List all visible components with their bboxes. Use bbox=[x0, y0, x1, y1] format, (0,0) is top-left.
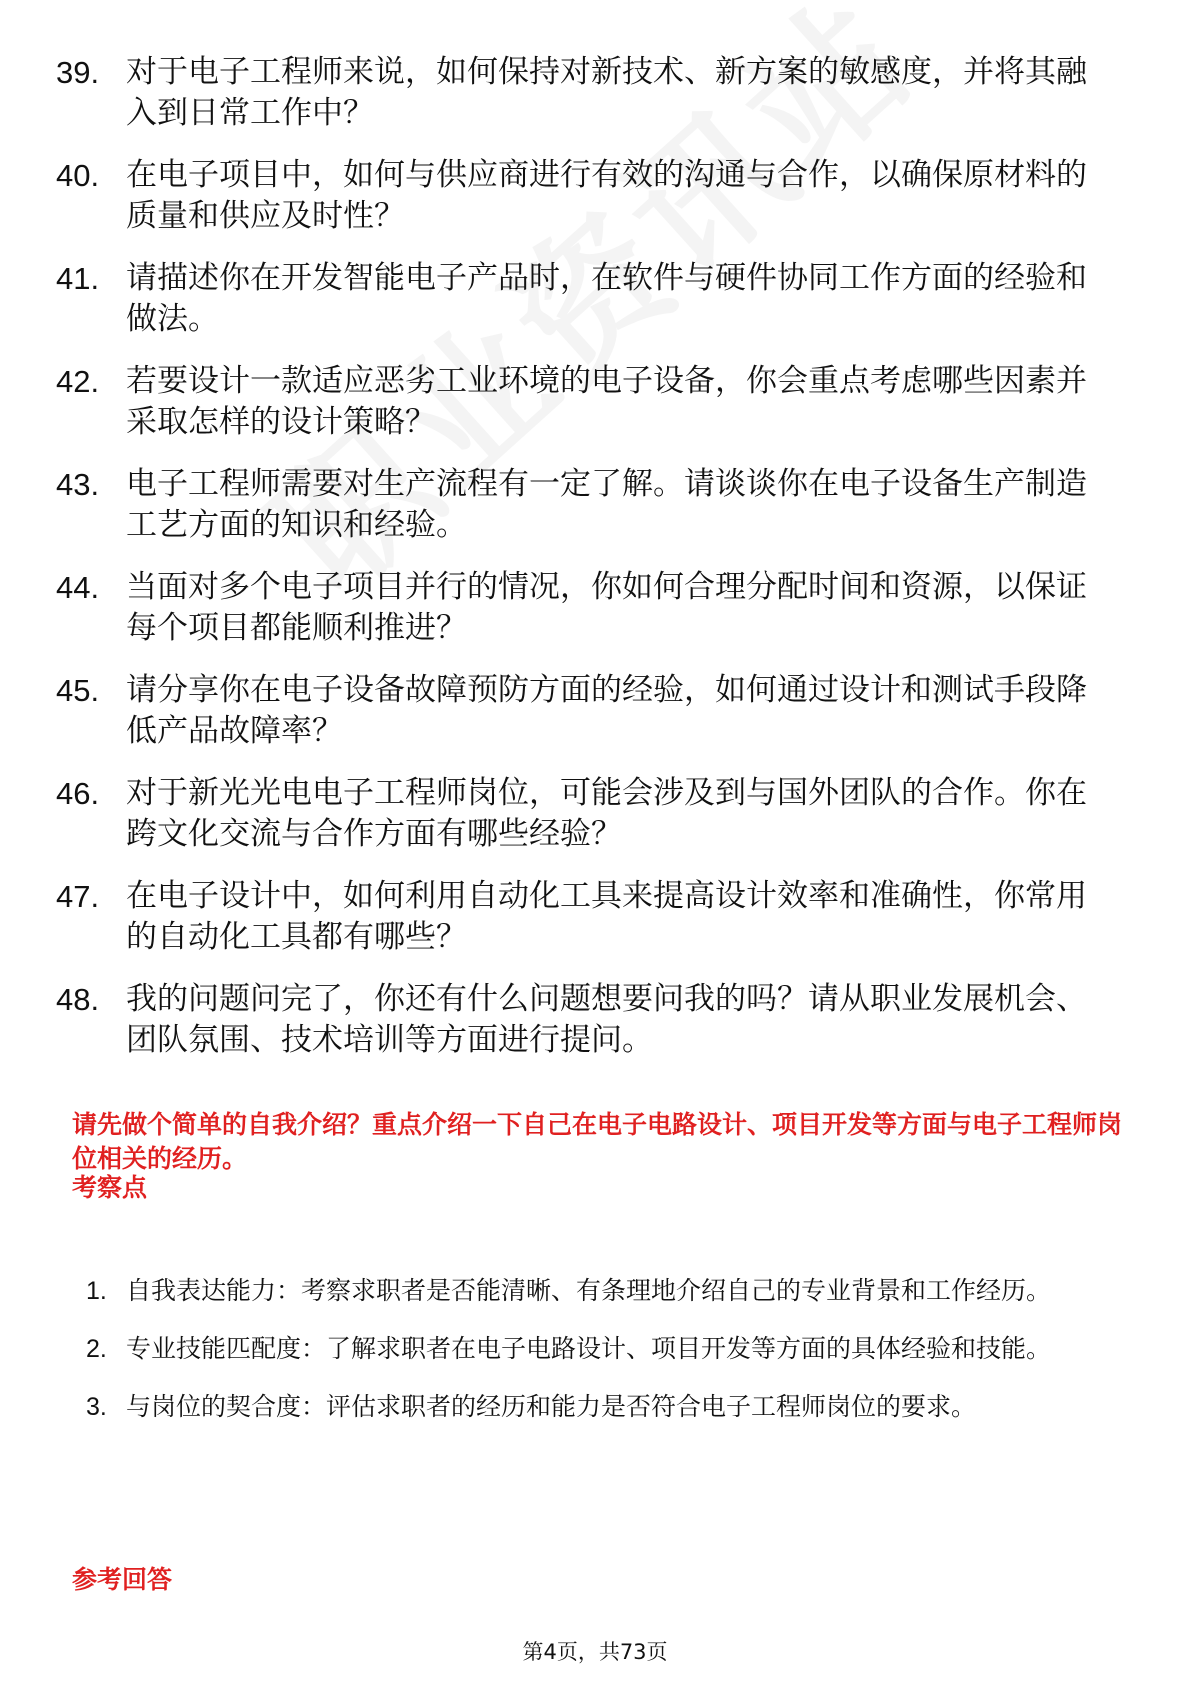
question-text: 在电子设计中，如何利用自动化工具来提高设计效率和准确性，你常用的自动化工具都有哪些？ bbox=[126, 878, 1087, 955]
exam-points-heading: 考察点 bbox=[72, 1173, 148, 1202]
reference-answer-heading: 参考回答 bbox=[72, 1565, 173, 1594]
question-number: 45. bbox=[56, 673, 100, 708]
exam-points-list bbox=[86, 1262, 1126, 1436]
question-number: 43. bbox=[56, 467, 100, 502]
exam-point-number: 1. bbox=[86, 1277, 107, 1305]
question-number: 42. bbox=[56, 364, 100, 399]
question-text: 请描述你在开发智能电子产品时，在软件与硬件协同工作方面的经验和做法。 bbox=[126, 260, 1087, 337]
exam-point-item bbox=[86, 1262, 1126, 1320]
question-number: 44. bbox=[56, 570, 100, 605]
question-item bbox=[56, 464, 1116, 546]
question-item bbox=[56, 258, 1116, 340]
question-number: 41. bbox=[56, 261, 100, 296]
question-text: 我的问题问完了，你还有什么问题想要问我的吗？请从职业发展机会、团队氛围、技术培训等方面进行提问。 bbox=[126, 981, 1087, 1058]
question-text: 对于电子工程师来说，如何保持对新技术、新方案的敏感度，并将其融入到日常工作中？ bbox=[126, 54, 1087, 131]
question-number: 46. bbox=[56, 776, 100, 811]
exam-point-item bbox=[86, 1378, 1126, 1436]
question-text: 当面对多个电子项目并行的情况，你如何合理分配时间和资源，以保证每个项目都能顺利推进？ bbox=[126, 569, 1087, 646]
exam-point-text: 自我表达能力：考察求职者是否能清晰、有条理地介绍自己的专业背景和工作经历。 bbox=[126, 1276, 1052, 1305]
exam-point-item bbox=[86, 1320, 1126, 1378]
question-item bbox=[56, 773, 1116, 855]
highlight-question: 请先做个简单的自我介绍？重点介绍一下自己在电子电路设计、项目开发等方面与电子工程师岗位相关的经历。 bbox=[72, 1110, 1123, 1173]
question-number: 40. bbox=[56, 158, 100, 193]
question-item bbox=[56, 567, 1116, 649]
question-text: 电子工程师需要对生产流程有一定了解。请谈谈你在电子设备生产制造工艺方面的知识和经验。 bbox=[126, 466, 1087, 543]
exam-point-text: 与岗位的契合度：评估求职者的经历和能力是否符合电子工程师岗位的要求。 bbox=[126, 1392, 977, 1421]
question-number: 47. bbox=[56, 879, 100, 914]
page-footer: 第4页，共73页 bbox=[522, 1640, 668, 1664]
question-item bbox=[56, 361, 1116, 443]
question-text: 对于新光光电电子工程师岗位，可能会涉及到与国外团队的合作。你在跨文化交流与合作方面有哪些经验？ bbox=[126, 775, 1087, 852]
question-number: 48. bbox=[56, 982, 100, 1017]
question-list bbox=[56, 52, 1116, 1082]
exam-point-text: 专业技能匹配度：了解求职者在电子电路设计、项目开发等方面的具体经验和技能。 bbox=[126, 1334, 1052, 1363]
question-item bbox=[56, 670, 1116, 752]
question-item bbox=[56, 52, 1116, 134]
question-item bbox=[56, 876, 1116, 958]
question-item bbox=[56, 155, 1116, 237]
question-text: 在电子项目中，如何与供应商进行有效的沟通与合作，以确保原材料的质量和供应及时性？ bbox=[126, 157, 1087, 234]
exam-point-number: 2. bbox=[86, 1335, 107, 1363]
question-text: 请分享你在电子设备故障预防方面的经验，如何通过设计和测试手段降低产品故障率？ bbox=[126, 672, 1087, 749]
question-text: 若要设计一款适应恶劣工业环境的电子设备，你会重点考虑哪些因素并采取怎样的设计策略？ bbox=[126, 363, 1087, 440]
question-number: 39. bbox=[56, 55, 100, 90]
exam-point-number: 3. bbox=[86, 1393, 107, 1421]
question-item bbox=[56, 979, 1116, 1061]
